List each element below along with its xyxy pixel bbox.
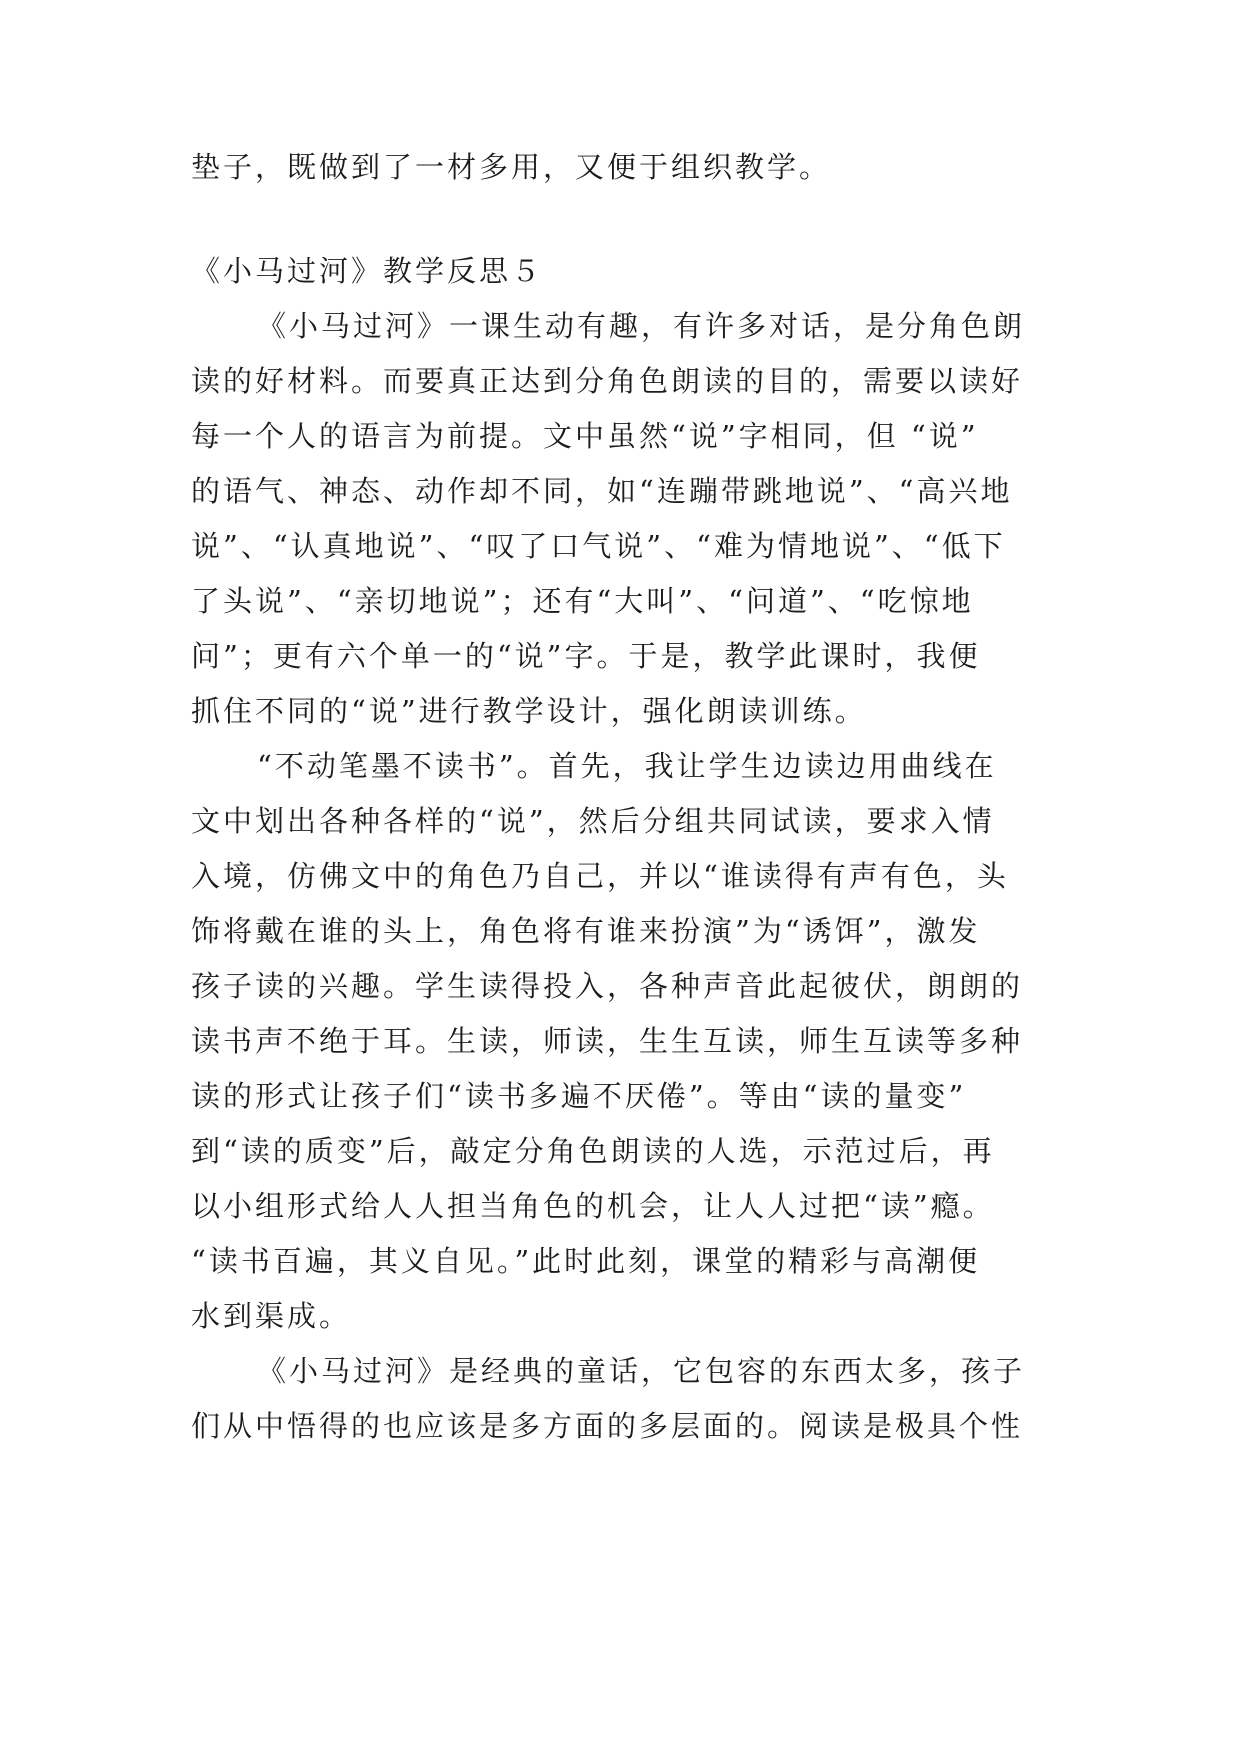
paragraph-1-line: 问”；更有六个单一的“说”字。于是，教学此课时，我便	[191, 639, 981, 673]
paragraph-1-line: 《小马过河》一课生动有趣，有许多对话，是分角色朗	[257, 309, 1026, 343]
paragraph-3-line: 《小马过河》是经典的童话，它包容的东西太多，孩子	[257, 1354, 1026, 1388]
paragraph-2-line: 文中划出各种各样的“说”，然后分组共同试读，要求入情	[191, 804, 995, 838]
paragraph-2-line: 饰将戴在谁的头上，角色将有谁来扮演”为“诱饵”，激发	[191, 914, 981, 948]
paragraph-2-line: 水到渠成。	[191, 1299, 352, 1333]
paragraph-1-line: 读的好材料。而要真正达到分角色朗读的目的，需要以读好	[191, 364, 1024, 398]
paragraph-1-line: 抓住不同的“说”进行教学设计，强化朗读训练。	[191, 694, 867, 728]
paragraph-1-line: 每一个人的语言为前提。文中虽然“说”字相同，但 “说”	[191, 419, 979, 453]
paragraph-2-line: “不动笔墨不读书”。首先，我让学生边读边用曲线在	[257, 749, 997, 783]
paragraph-1-line: 的语气、神态、动作却不同，如“连蹦带跳地说”、“高兴地	[191, 474, 1013, 508]
paragraph-3-line: 们从中悟得的也应该是多方面的多层面的。阅读是极具个性	[191, 1409, 1024, 1443]
paragraph-2-line: 到“读的质变”后，敲定分角色朗读的人选，示范过后，再	[191, 1134, 995, 1168]
paragraph-2-line: 孩子读的兴趣。学生读得投入，各种声音此起彼伏，朗朗的	[191, 969, 1024, 1003]
carryover-line: 垫子，既做到了一材多用，又便于组织教学。	[191, 150, 832, 184]
paragraph-2-line: “读书百遍，其义自见。”此时此刻，课堂的精彩与高潮便	[191, 1244, 981, 1278]
paragraph-1-line: 了头说”、“亲切地说”；还有“大叫”、“问道”、“吃惊地	[191, 584, 974, 618]
paragraph-2-line: 入境，仿佛文中的角色乃自己，并以“谁读得有声有色，头	[191, 859, 1009, 893]
section-title: 《小马过河》教学反思５	[191, 254, 544, 288]
paragraph-2-line: 读书声不绝于耳。生读，师读，生生互读，师生互读等多种	[191, 1024, 1024, 1058]
paragraph-2-line: 读的形式让孩子们“读书多遍不厌倦”。等由“读的量变”	[191, 1079, 967, 1113]
paragraph-1-line: 说”、“认真地说”、“叹了口气说”、“难为情地说”、“低下	[191, 529, 1006, 563]
paragraph-2-line: 以小组形式给人人担当角色的机会，让人人过把“读”瘾。	[191, 1189, 995, 1223]
